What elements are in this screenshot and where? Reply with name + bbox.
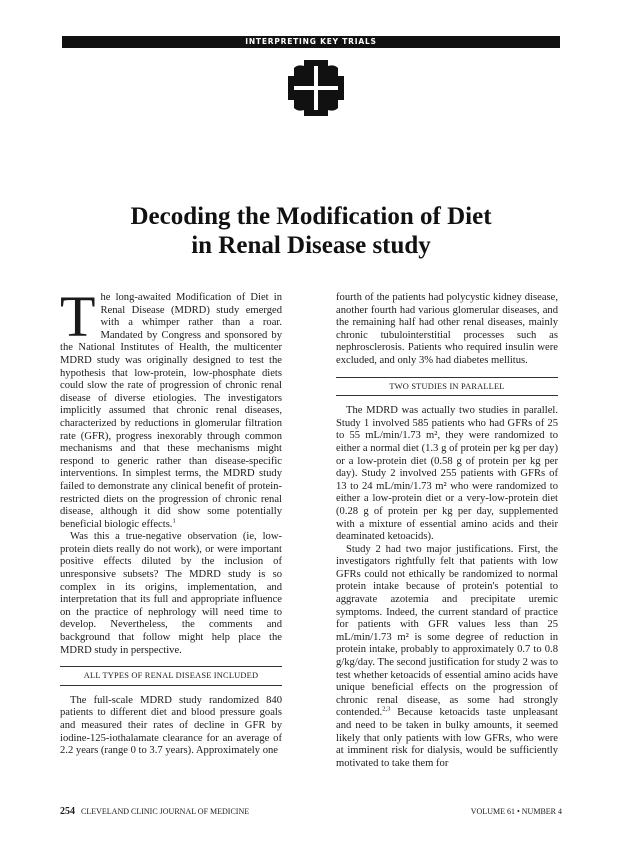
section-heading-renal-disease: ALL TYPES OF RENAL DISEASE INCLUDED <box>60 666 282 686</box>
right-column <box>336 292 558 770</box>
footer-left <box>60 806 249 817</box>
intro-text: he long-awaited Modification of Diet in Renal Disease (MDRD) study emerged with a whimper rather than a roar. Mandated by Congress and sponsored by the National Institutes of Health, the multicenter MDRD study was originally designed to test the hypothesis that low-protein, low-phosphate diets could slow the rate of progression of chronic renal disease of diverse etiologies. The investigators implicitly assumed that chronic renal diseases, characterized by reductions in glomerular filtration rate (GFR), progress inexorably through common mechanisms and that these mechanisms might respond to generic rather than disease-specific interventions. In simplest terms, the MDRD study failed to demonstrate any clinical benefit of protein-restricted diets on the progression of chronic renal disease, although it did show some potentially beneficial biologic effects. <box>60 292 282 530</box>
title-line-2: in Renal Disease study <box>191 232 431 259</box>
title-line-1: Decoding the Modification of Diet <box>130 203 492 230</box>
paragraph-3: The full-scale MDRD study randomized 840 patients to different diet and blood pressure goals and measured their rates of decline in GFR by iodine-125-iothalamate clearance for an average of 2.2 years (range 0 to 3.7 years). Approximately one <box>60 694 282 757</box>
paragraph-intro <box>60 284 282 531</box>
cross-logo-icon <box>288 60 344 116</box>
drop-cap: T <box>60 284 96 349</box>
left-column <box>60 284 282 758</box>
journal-name: CLEVELAND CLINIC JOURNAL OF MEDICINE <box>81 807 250 816</box>
reference-1: 1 <box>172 517 176 525</box>
page-number: 254 <box>60 806 75 817</box>
section-banner: INTERPRETING KEY TRIALS <box>62 36 560 48</box>
paragraph-6-text-cont: Because ketoacids taste unpleasant and need to be taken in bulky amounts, it seemed likely that only patients with low GFRs, who were at imminent risk for dialysis, would be sufficiently motivated to take them for <box>336 707 558 769</box>
paragraph-5: The MDRD was actually two studies in parallel. Study 1 involved 585 patients who had GFRs of 25 to 55 mL/min/1.73 m², they were randomized to either a normal diet (1.3 g of protein per kg per day) or a low-protein diet (0.58 g of protein per kg per day). Study 2 involved 255 patients with GFRs of 13 to 24 mL/min/1.73 m² who were randomized to either a low-protein diet or a very-low-protein diet (0.28 g of protein per kg per day, supplemented with a mixture of essential amino acids and their deaminated ketoacids). <box>336 405 558 543</box>
paragraph-6-text: Study 2 had two major justifications. First, the investigators rightfully felt that patients with low GFRs could not ethically be randomized to normal protein intake because of protein's potential to aggravate azotemia and precipitate uremic symptoms. Indeed, the current standard of practice for patients with GFR values less than 25 mL/min/1.73 m² is some degree of reduction in protein intake, probably to approximately 0.7 to 0.8 g/kg/day. The second justification for study 2 was to test whether ketoacids of essential amino acids have unique beneficial effects on the progression of chronic renal disease, as some had strongly contended. <box>336 543 558 719</box>
paragraph-6 <box>336 544 558 771</box>
reference-2-3: 2,3 <box>382 705 391 713</box>
section-heading-two-studies: TWO STUDIES IN PARALLEL <box>336 377 558 397</box>
issue-info: VOLUME 61 • NUMBER 4 <box>470 807 562 816</box>
article-title <box>62 202 560 260</box>
paragraph-4: fourth of the patients had polycystic kidney disease, another fourth had various glomerular diseases, and the remaining half had other renal diseases, mainly chronic tubulointerstitial processes such as nephrosclerosis. Patients who required insulin were excluded, and only 3% had diabetes mellitus. <box>336 292 558 366</box>
paragraph-2: Was this a true-negative observation (ie, low-protein diets really do not work), or were important positive effects diluted by the inclusion of unresponsive subsets? The MDRD study is so complex in its origins, implementation, and interpretation that its full and appropriate influence on the practice of nephrology will need time to develop. Nevertheless, the comments and background that follow might help place the MDRD study in perspective. <box>60 531 282 656</box>
